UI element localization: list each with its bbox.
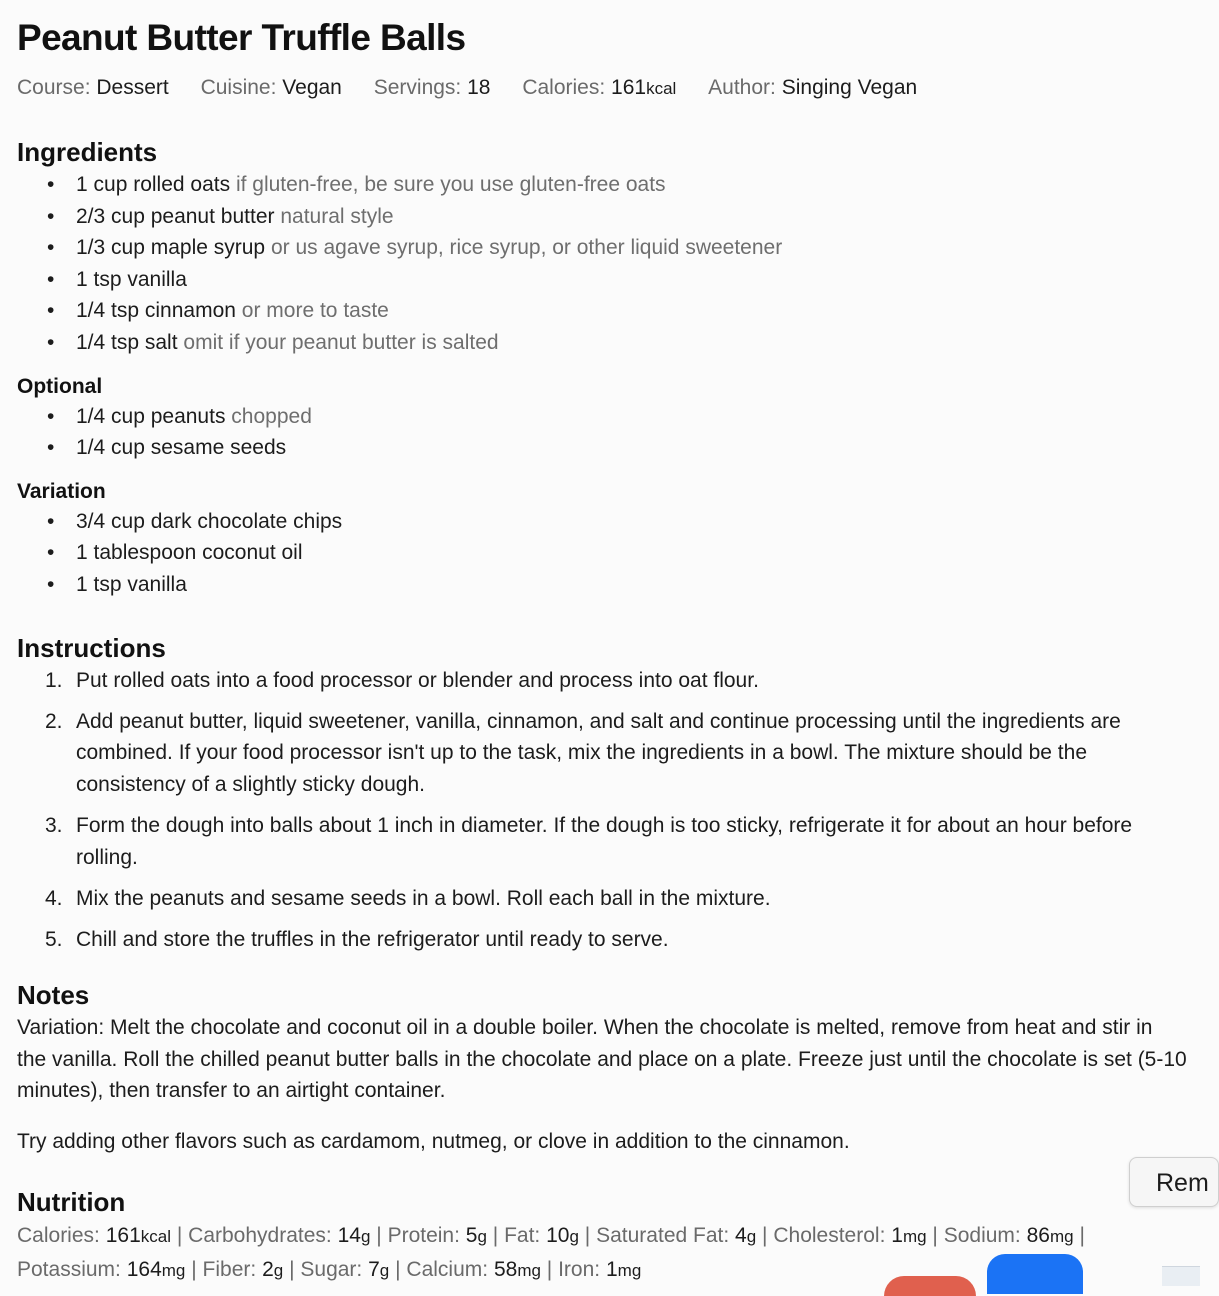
ingredient-item: • 1 tsp vanilla — [47, 267, 187, 291]
note-paragraph: Variation: Melt the chocolate and coconut oil in a double boiler. When the chocolate is melted, remove from heat and stir in the vanilla. Roll the chilled peanut butter balls in the chocolate and place on a plate. Freeze just until the chocolate is set (5-10 minutes), then transfer to an airtight container. — [17, 1016, 1187, 1103]
corner-widget[interactable] — [1162, 1266, 1200, 1286]
nutrition-fact: Calories: 161kcal — [17, 1223, 171, 1247]
ingredient-item: • 1 tablespoon coconut oil — [47, 541, 303, 565]
ingredient-item: • 1 tsp vanilla — [47, 572, 187, 596]
instructions-section — [17, 631, 1187, 956]
ingredient-item: • 1 cup rolled oats if gluten-free, be sure you use gluten-free oats — [47, 173, 666, 196]
instruction-step: 3. Form the dough into balls about 1 inch in diameter. If the dough is too sticky, refrigerate it for about an hour before rolling. — [45, 813, 1133, 869]
meta-calories: Calories: 161kcal — [522, 76, 677, 99]
meta-cuisine: Cuisine: Vegan — [200, 76, 342, 99]
nutrition-fact: Cholesterol: 1mg — [773, 1223, 927, 1247]
floating-blue-button[interactable] — [987, 1254, 1083, 1294]
nutrition-fact: Calcium: 58mg — [406, 1257, 541, 1281]
meta-author: Author: Singing Vegan — [708, 76, 918, 99]
instruction-step: 2. Add peanut butter, liquid sweetener, vanilla, cinnamon, and salt and continue processing until the ingredients are combined. If your food processor isn't up to the task, mix the ingredients in a bowl. The mixture should be the consistency of a slightly sticky dough. — [45, 709, 1121, 796]
nutrition-fact: Carbohydrates: 14g — [188, 1223, 371, 1247]
notes-heading: Notes — [17, 980, 90, 1011]
recipe-meta — [17, 74, 1187, 103]
ingredients-heading: Ingredients — [17, 137, 158, 167]
ingredient-item: • 1/4 cup peanuts chopped — [47, 404, 312, 428]
floating-red-button[interactable] — [884, 1276, 976, 1296]
ingredient-item: • 1/4 cup sesame seeds — [47, 436, 287, 460]
nutrition-fact: Iron: 1mg — [558, 1257, 642, 1281]
instructions-heading: Instructions — [17, 632, 166, 663]
ingredients-section — [17, 135, 1187, 601]
recipe-card — [17, 14, 1187, 1287]
nutrition-fact: Saturated Fat: 4g — [596, 1223, 757, 1247]
nutrition-fact: Potassium: 164mg — [17, 1257, 186, 1281]
nutrition-facts: Calories: 161kcal | Carbohydrates: 14g | Protein: 5g | Fat: 10g | Saturated Fat: 4g | Cholesterol: 1mg | Sodium: 86mg | Potassium: 164mg | Fiber: 2g | Sugar: 7g | Calcium: 58mg | Iron: 1mg — [17, 1223, 1085, 1281]
instruction-step: 1. Put rolled oats into a food processor or blender and process into oat flour. — [45, 668, 759, 692]
ingredient-item: • 2/3 cup peanut butter natural style — [47, 204, 394, 228]
nutrition-fact: Fiber: 2g — [202, 1257, 284, 1281]
optional-list — [17, 401, 1187, 464]
variation-heading: Variation — [17, 479, 106, 503]
optional-heading: Optional — [17, 374, 103, 398]
ingredient-item: • 3/4 cup dark chocolate chips — [47, 509, 343, 533]
nutrition-fact: Sugar: 7g — [300, 1257, 390, 1281]
instruction-list — [17, 665, 1187, 956]
meta-servings: Servings: 18 — [373, 76, 491, 99]
ingredient-item: • 1/4 tsp salt omit if your peanut butter is salted — [47, 330, 499, 354]
meta-course: Course: Dessert — [17, 76, 169, 99]
instruction-step: 5. Chill and store the truffles in the refrigerator until ready to serve. — [45, 927, 669, 951]
nutrition-fact: Fat: 10g — [504, 1223, 579, 1247]
nutrition-heading: Nutrition — [17, 1186, 126, 1217]
ingredient-list — [17, 169, 1187, 359]
recipe-title: Peanut Butter Truffle Balls — [17, 17, 466, 58]
note-paragraph: Try adding other flavors such as cardamom, nutmeg, or clove in addition to the cinnamon. — [17, 1130, 850, 1154]
instruction-step: 4. Mix the peanuts and sesame seeds in a bowl. Roll each ball in the mixture. — [45, 886, 771, 910]
notes-section — [17, 978, 1187, 1157]
variation-list — [17, 506, 1187, 601]
nutrition-fact: Protein: 5g — [387, 1223, 487, 1247]
ingredient-item: • 1/3 cup maple syrup or us agave syrup, rice syrup, or other liquid sweetener — [47, 236, 783, 260]
remove-button[interactable]: Rem — [1129, 1157, 1219, 1207]
nutrition-fact: Sodium: 86mg — [943, 1223, 1074, 1247]
ingredient-item: • 1/4 tsp cinnamon or more to taste — [47, 299, 389, 323]
